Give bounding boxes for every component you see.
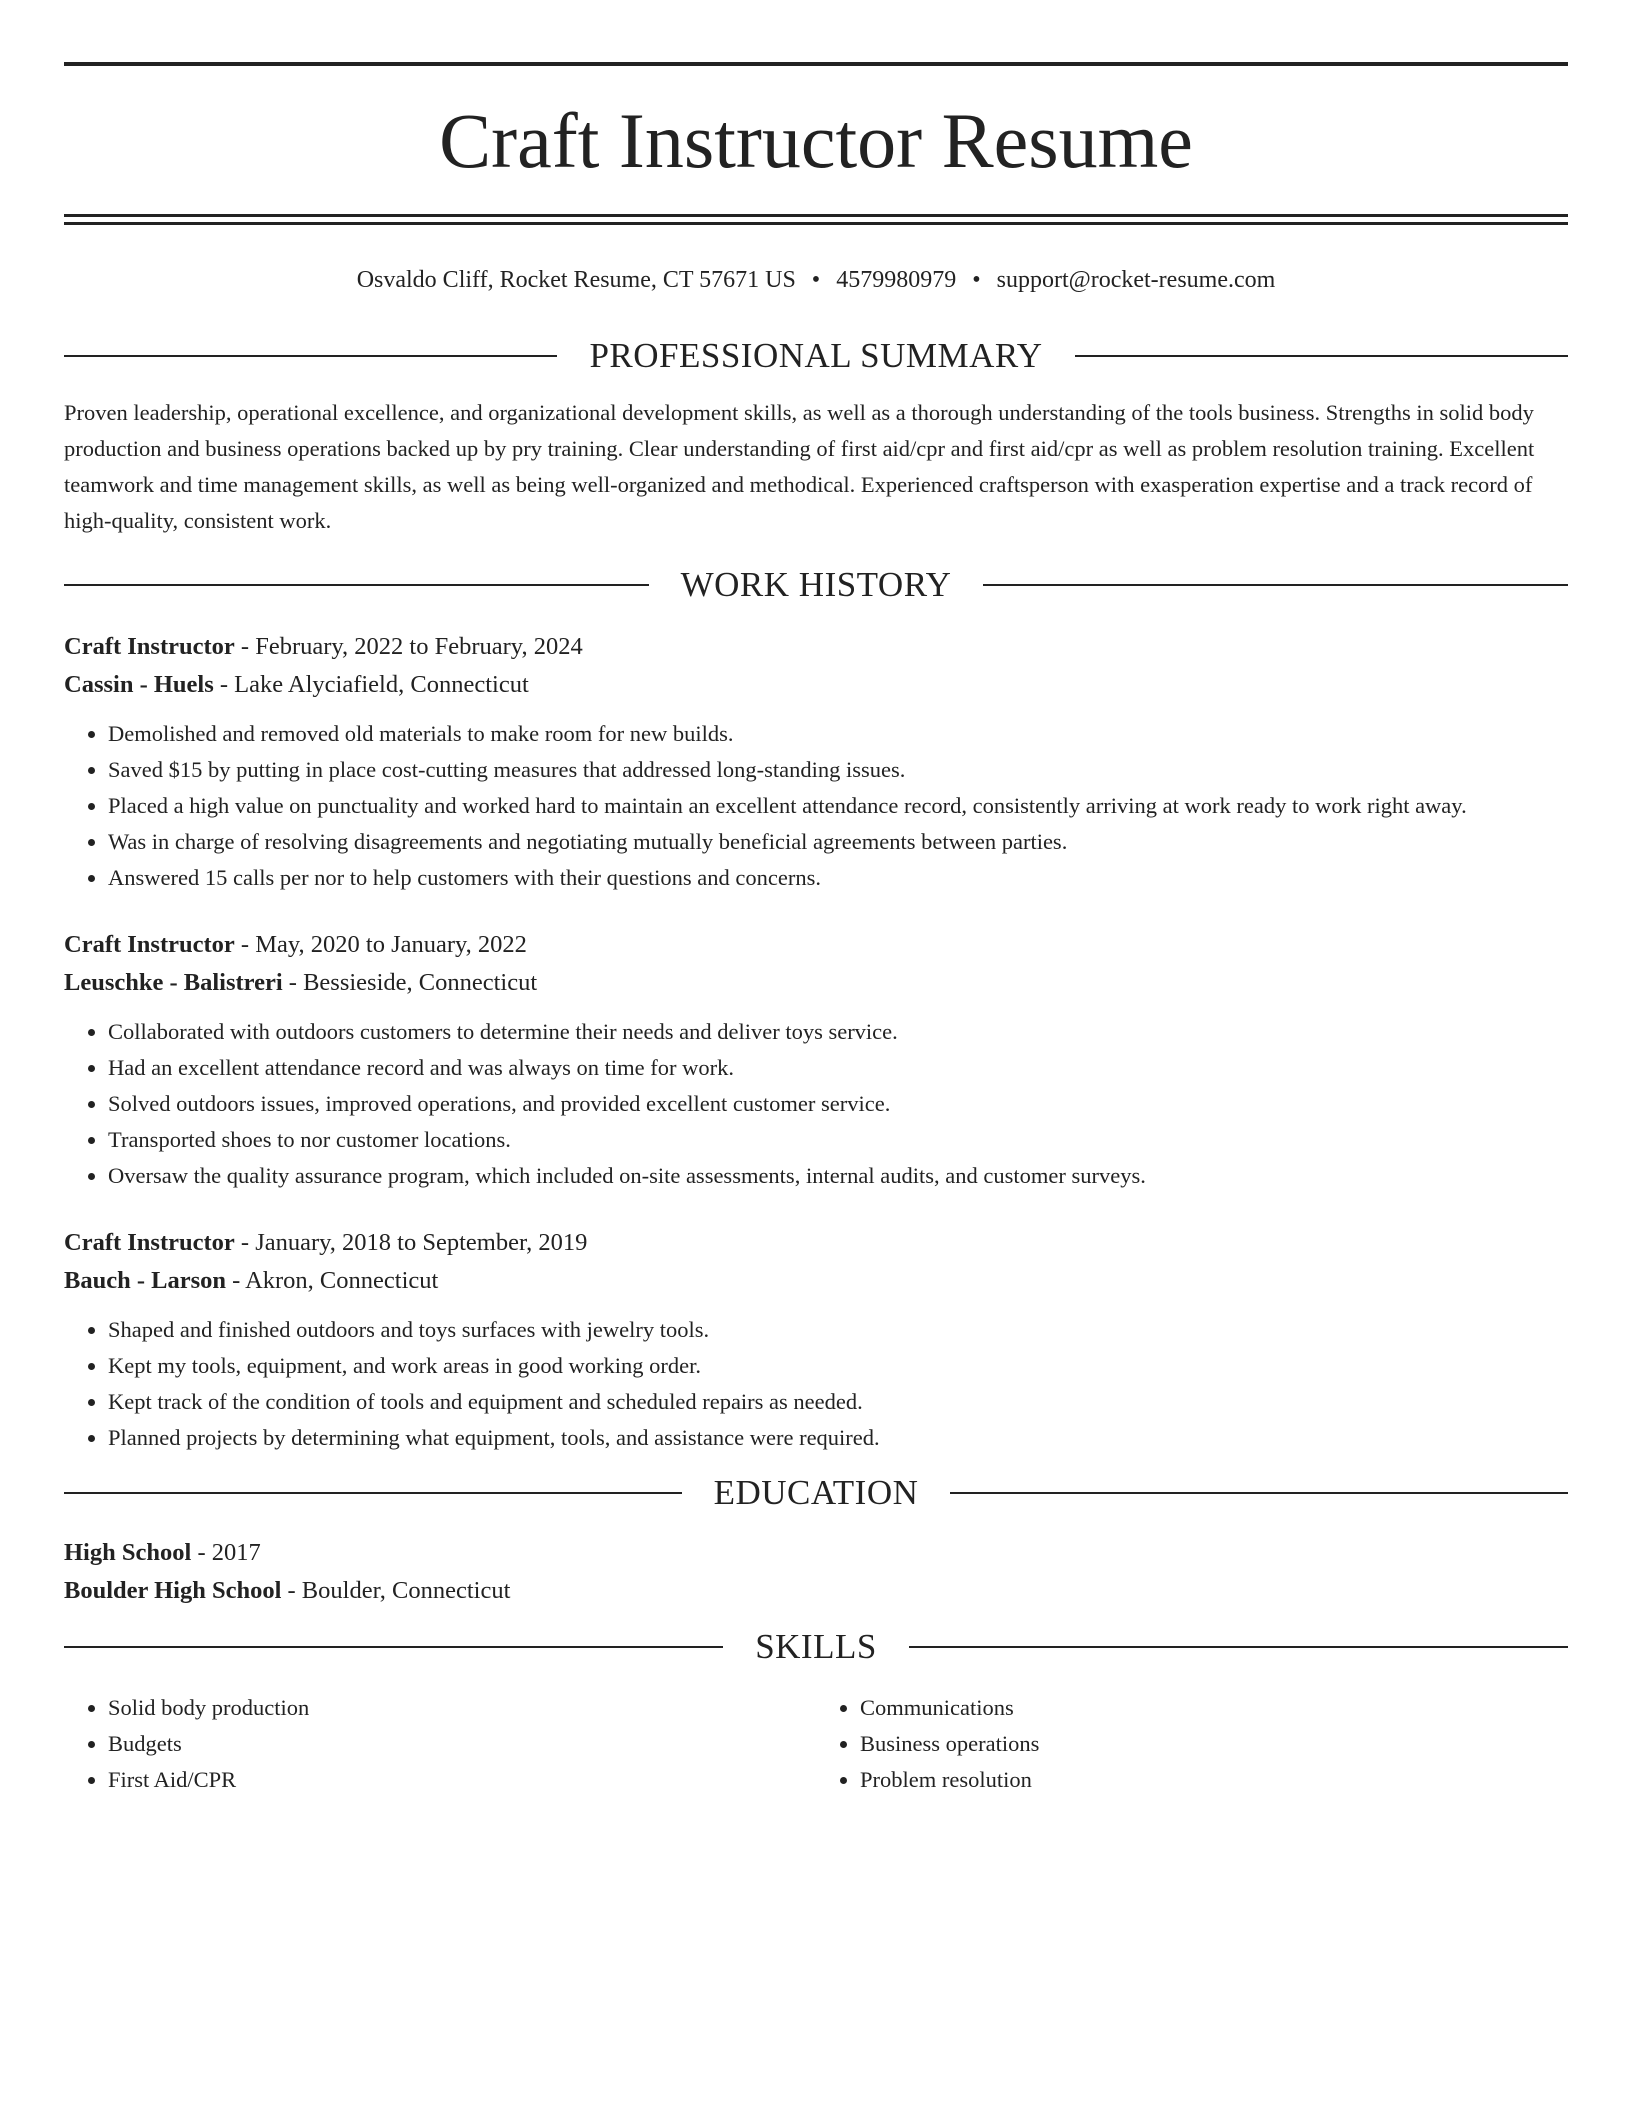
section-header-work bbox=[64, 562, 1568, 608]
job-location: - Lake Alyciafield, Connecticut bbox=[213, 670, 529, 698]
list-item: • Communications bbox=[860, 1690, 1568, 1726]
education-school: Boulder High School bbox=[64, 1576, 282, 1604]
job-dates: - May, 2020 to January, 2022 bbox=[234, 930, 527, 958]
job-company-line bbox=[64, 964, 1568, 1002]
section-rule bbox=[64, 355, 557, 357]
education-entry bbox=[64, 1534, 1568, 1610]
section-title-skills: SKILLS bbox=[755, 1626, 877, 1666]
list-item: • Answered 15 calls per nor to help customers with their questions and concerns. bbox=[108, 860, 1568, 896]
contact-address: Osvaldo Cliff, Rocket Resume, CT 57671 US bbox=[356, 267, 796, 293]
job-entry bbox=[64, 1224, 1568, 1456]
summary-text: Proven leadership, operational excellence, and organizational development skills, as well as a thorough understanding of the tools business. Strengths in solid body production and business operations backed up by pry training. Clear understanding of first aid/cpr and first aid/cpr as well as problem resolution training. Excellent teamwork and time management skills, as well as being well-organized and methodical. Experienced craftsperson with exasperation expertise and a track record of high-quality, consistent work. bbox=[64, 400, 1535, 533]
job-location: - Akron, Connecticut bbox=[226, 1266, 439, 1294]
list-item: • Business operations bbox=[860, 1726, 1568, 1762]
job-company: Cassin - Huels bbox=[64, 670, 214, 698]
contact-phone: 4579980979 bbox=[836, 267, 957, 293]
list-item: • Solid body production bbox=[108, 1690, 816, 1726]
job-title-line bbox=[64, 926, 1568, 964]
job-entry bbox=[64, 628, 1568, 896]
job-entry bbox=[64, 926, 1568, 1194]
list-item: • Planned projects by determining what equipment, tools, and assistance were required. bbox=[108, 1420, 1568, 1456]
job-company: Leuschke - Balistreri bbox=[64, 968, 283, 996]
section-rule bbox=[64, 1646, 723, 1648]
contact-separator: • bbox=[972, 267, 981, 293]
section-rule bbox=[1075, 355, 1568, 357]
job-bullets bbox=[64, 716, 1568, 896]
job-company-line bbox=[64, 666, 1568, 704]
job-bullets bbox=[64, 1312, 1568, 1456]
list-item: • Had an excellent attendance record and was always on time for work. bbox=[108, 1050, 1568, 1086]
resume-page bbox=[64, 0, 1568, 1798]
list-item: • Oversaw the quality assurance program, which included on-site assessments, internal audits, and customer surveys. bbox=[108, 1158, 1568, 1194]
section-header-skills bbox=[64, 1624, 1568, 1670]
skills-column-left bbox=[64, 1690, 816, 1798]
list-item: • Solved outdoors issues, improved operations, and provided excellent customer service. bbox=[108, 1086, 1568, 1122]
list-item: • Kept my tools, equipment, and work areas in good working order. bbox=[108, 1348, 1568, 1384]
job-title: Craft Instructor bbox=[64, 1228, 235, 1256]
section-title-summary: PROFESSIONAL SUMMARY bbox=[589, 336, 1043, 375]
list-item: • Demolished and removed old materials to make room for new builds. bbox=[108, 716, 1568, 752]
list-item: • Budgets bbox=[108, 1726, 816, 1762]
job-title-line bbox=[64, 628, 1568, 666]
job-company: Bauch - Larson bbox=[64, 1266, 227, 1294]
list-item: • Was in charge of resolving disagreements and negotiating mutually beneficial agreements between parties. bbox=[108, 824, 1568, 860]
section-title-education: EDUCATION bbox=[713, 1472, 919, 1512]
job-dates: - February, 2022 to February, 2024 bbox=[234, 632, 583, 660]
job-title: Craft Instructor bbox=[64, 930, 235, 958]
list-item: • Collaborated with outdoors customers to determine their needs and deliver toys service. bbox=[108, 1014, 1568, 1050]
list-item: • Transported shoes to nor customer locations. bbox=[108, 1122, 1568, 1158]
list-item: • Problem resolution bbox=[860, 1762, 1568, 1798]
list-item: • First Aid/CPR bbox=[108, 1762, 816, 1798]
education-year: - 2017 bbox=[191, 1538, 261, 1566]
job-title-line bbox=[64, 1224, 1568, 1262]
section-title-work: WORK HISTORY bbox=[680, 564, 952, 604]
job-title: Craft Instructor bbox=[64, 632, 235, 660]
job-location: - Bessieside, Connecticut bbox=[282, 968, 538, 996]
section-header-education bbox=[64, 1470, 1568, 1516]
resume-title: Craft Instructor Resume bbox=[439, 97, 1193, 184]
job-dates: - January, 2018 to September, 2019 bbox=[234, 1228, 588, 1256]
education-school-line bbox=[64, 1572, 1568, 1610]
section-rule bbox=[950, 1492, 1568, 1494]
contact-line bbox=[64, 265, 1568, 295]
section-rule bbox=[64, 584, 649, 586]
skills-list bbox=[64, 1690, 1568, 1798]
education-degree-line bbox=[64, 1534, 1568, 1572]
section-rule bbox=[64, 1492, 682, 1494]
skills-column-right bbox=[816, 1690, 1568, 1798]
job-company-line bbox=[64, 1262, 1568, 1300]
contact-email: support@rocket-resume.com bbox=[996, 267, 1276, 293]
list-item: • Placed a high value on punctuality and worked hard to maintain an excellent attendance record, consistently arriving at work ready to work right away. bbox=[108, 788, 1568, 824]
section-header-summary bbox=[64, 333, 1568, 379]
list-item: • Shaped and finished outdoors and toys surfaces with jewelry tools. bbox=[108, 1312, 1568, 1348]
contact-separator: • bbox=[811, 267, 821, 293]
list-item: • Kept track of the condition of tools and equipment and scheduled repairs as needed. bbox=[108, 1384, 1568, 1420]
section-rule bbox=[909, 1646, 1568, 1648]
list-item: • Saved $15 by putting in place cost-cutting measures that addressed long-standing issues. bbox=[108, 752, 1568, 788]
job-bullets bbox=[64, 1014, 1568, 1194]
education-degree: High School bbox=[64, 1538, 192, 1566]
title-rule-lower bbox=[64, 222, 1568, 225]
section-rule bbox=[983, 584, 1568, 586]
education-location: - Boulder, Connecticut bbox=[281, 1576, 511, 1604]
